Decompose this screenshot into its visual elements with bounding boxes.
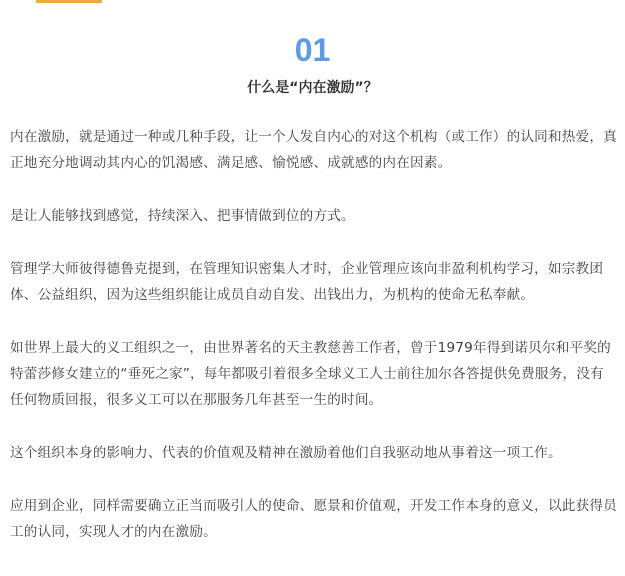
paragraph-influence: 这个组织本身的影响力、代表的价值观及精神在激励着他们自我驱动地从事着这一项工作。: [10, 445, 562, 461]
paragraph-drucker: 管理学大师彼得德鲁克提到，在管理知识密集人才时，企业管理应该向非盈利机构学习，如宗教团体、公益组织，因为这些组织能让成员自动自发、出钱出力，为机构的使命无私奉献。: [10, 261, 604, 303]
paragraph-method: 是让人能够找到感觉，持续深入、把事情做到位的方式。: [10, 208, 355, 224]
paragraph-definition: 内在激励，就是通过一种或几种手段，让一个人发自内心的对这个机构（或工作）的认同和热爱，真正地充分地调动其内心的饥渴感、满足感、愉悦感、成就感的内在因素。: [10, 129, 617, 171]
paragraph-example: 如世界上最大的义工组织之一，由世界著名的天主教慈善工作者，曾于1979年得到诺贝尔和平奖的特蕾莎修女建立的“垂死之家”，每年都吸引着很多全球义工人士前往加尔各答提供免费服务，没有任何物质回报，很多义工可以在那服务几年甚至一生的时间。: [10, 340, 611, 408]
top-accent-bar: [36, 0, 102, 3]
article-body: [10, 124, 617, 545]
paragraph-application: 应用到企业，同样需要确立正当而吸引人的使命、愿景和价值观，开发工作本身的意义，以此获得员工的认同，实现人才的内在激励。: [10, 498, 617, 540]
section-number: 01: [294, 32, 331, 68]
section-heading: 什么是“内在激励”？: [247, 80, 378, 96]
